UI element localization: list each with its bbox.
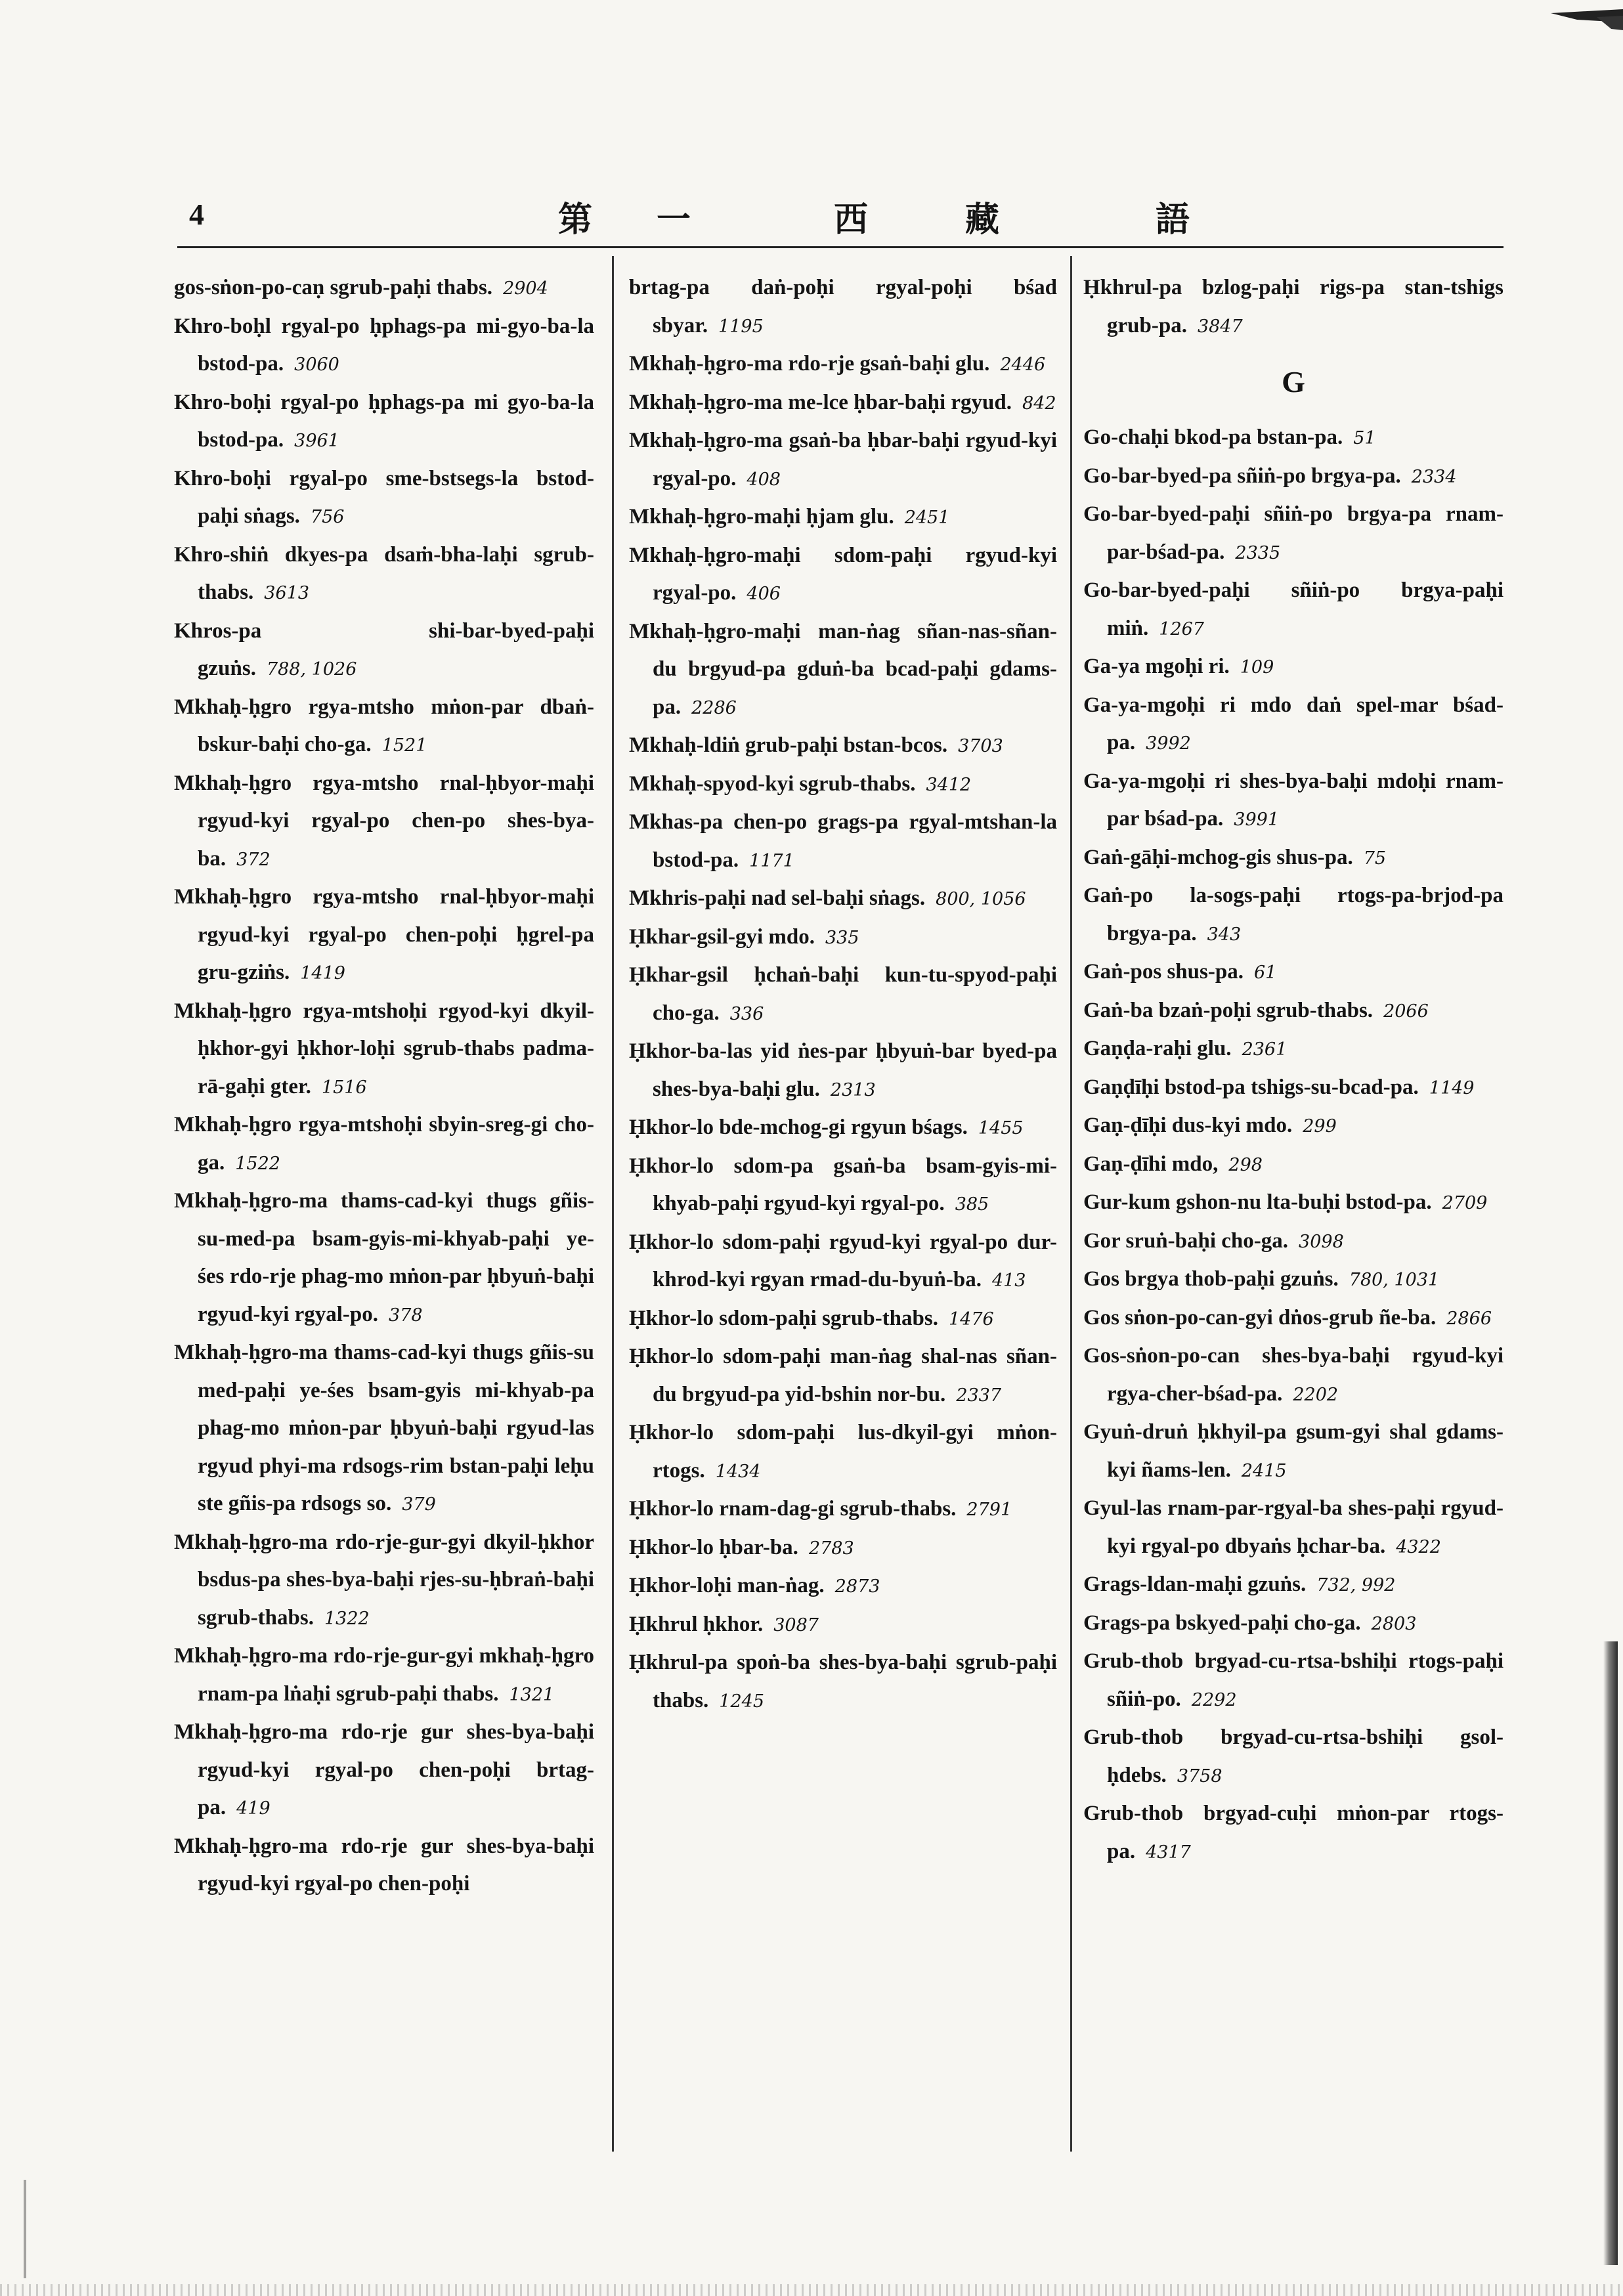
entry-title: Ga-ya-mgoḥi ri shes-bya-baḥi mdoḥi rnam-par bśad-pa. bbox=[1083, 769, 1504, 831]
entry-title: Khro-boḥi rgyal-po ḥphags-pa mi gyo-ba-la bstod-pa. bbox=[174, 390, 594, 452]
index-entry bbox=[629, 1338, 1057, 1414]
index-entry bbox=[629, 766, 1057, 804]
entry-number: 379 bbox=[402, 1494, 436, 1515]
entry-number: 800, 1056 bbox=[936, 889, 1026, 909]
title-char: 第 bbox=[558, 200, 593, 240]
index-entry bbox=[629, 1224, 1057, 1300]
entry-title: gos-sṅon-po-caṇ sgrub-paḥi thabs. bbox=[174, 276, 493, 299]
entry-number: 3412 bbox=[926, 774, 972, 795]
entry-number: 109 bbox=[1240, 657, 1274, 678]
entry-number: 3758 bbox=[1177, 1765, 1223, 1787]
index-entry bbox=[174, 993, 594, 1107]
entry-number: 61 bbox=[1253, 963, 1277, 983]
index-entry bbox=[629, 1148, 1057, 1224]
entry-title: Gaṅ-ba bzaṅ-poḥi sgrub-thabs. bbox=[1083, 998, 1374, 1022]
entry-title: Mkhaḥ-ḥgro-ma rdo-rje gur shes-bya-baḥi rgyud-kyi rgyal-po chen-poḥi brtag-pa. bbox=[174, 1720, 594, 1819]
index-entry bbox=[1083, 1069, 1504, 1108]
entry-number: 1521 bbox=[381, 735, 427, 756]
entry-title: Ga-ya mgoḥi ri. bbox=[1083, 655, 1230, 678]
index-entry bbox=[629, 613, 1057, 727]
index-entry bbox=[629, 1033, 1057, 1109]
entry-title: Ḥkhor-lo sdom-paḥi lus-dkyil-gyi mṅon-rtogs. bbox=[629, 1421, 1057, 1483]
entry-number: 4317 bbox=[1146, 1842, 1191, 1863]
index-entry bbox=[1083, 1643, 1504, 1719]
entry-number: 1195 bbox=[718, 316, 764, 337]
index-entry bbox=[1083, 648, 1504, 687]
entry-number: 3087 bbox=[773, 1614, 819, 1635]
entry-title: Gyul-las rnam-par-rgyal-ba shes-paḥi rgyud-kyi rgyal-po dbyaṅs ḥchar-ba. bbox=[1083, 1496, 1504, 1558]
entry-title: Gaṇ-ḍīḥi dus-kyi mdo. bbox=[1083, 1114, 1293, 1137]
entry-title: Grub-thob brgyad-cu-rtsa-bshiḥi rtogs-paḥi sñiṅ-po. bbox=[1083, 1649, 1504, 1711]
entry-number: 385 bbox=[955, 1194, 989, 1215]
index-entry bbox=[1083, 1299, 1504, 1338]
title-char: 藏 bbox=[965, 200, 1000, 240]
entry-title: Ḥkhrul-pa bzlog-paḥi rigs-pa stan-tshigs grub-pa. bbox=[1083, 276, 1504, 337]
index-entry bbox=[174, 460, 594, 536]
index-entry bbox=[174, 1637, 594, 1714]
entry-number: 1267 bbox=[1159, 618, 1204, 639]
entry-title: Gaṇḍīḥi bstod-pa tshigs-su-bcad-pa. bbox=[1083, 1075, 1419, 1099]
index-entry bbox=[629, 422, 1057, 498]
entry-number: 1245 bbox=[719, 1691, 765, 1712]
entry-title: Grub-thob brgyad-cu-rtsa-bshiḥi gsol-ḥdebs. bbox=[1083, 1725, 1504, 1787]
entry-number: 2709 bbox=[1442, 1193, 1488, 1213]
entry-title: Ḥkhar-gsil-gyi mdo. bbox=[629, 924, 815, 949]
entry-title: Mkhaḥ-ḥgro rgya-mtsho rnal-ḥbyor-maḥi rgyud-kyi rgyal-po chen-po shes-bya-ba. bbox=[174, 771, 594, 871]
entry-number: 1149 bbox=[1429, 1077, 1475, 1098]
entry-title: Mkhaḥ-ldiṅ grub-paḥi bstan-bcos. bbox=[629, 733, 948, 757]
column-divider bbox=[612, 256, 614, 2152]
entry-number: 788, 1026 bbox=[266, 659, 357, 680]
index-entry bbox=[1083, 953, 1504, 992]
entry-title: Ḥkhor-lo sdom-paḥi rgyud-kyi rgyal-po dur-khrod-kyi rgyan rmad-du-byuṅ-ba. bbox=[629, 1230, 1057, 1291]
index-entry bbox=[174, 1334, 594, 1524]
index-entry bbox=[1083, 1261, 1504, 1299]
index-entry bbox=[629, 1529, 1057, 1568]
entry-number: 2286 bbox=[691, 697, 737, 718]
index-entry bbox=[629, 727, 1057, 766]
index-entry bbox=[174, 613, 594, 689]
entry-title: Ḥkhar-gsil ḥchaṅ-baḥi kun-tu-spyod-paḥi cho-ga. bbox=[629, 963, 1057, 1025]
entry-title: Khro-shiṅ dkyes-pa dsaṁ-bha-laḥi sgrub-thabs. bbox=[174, 542, 594, 604]
entry-title: Gos-sṅon-po-can shes-bya-baḥi rgyud-kyi rgya-cher-bśad-pa. bbox=[1083, 1344, 1504, 1406]
entry-title: Gaṅ-pos shus-pa. bbox=[1083, 960, 1244, 984]
entry-title: Go-bar-byed-pa sñiṅ-po brgya-pa. bbox=[1083, 464, 1401, 488]
entry-number: 3991 bbox=[1234, 810, 1280, 830]
index-entry bbox=[1083, 496, 1504, 572]
entry-title: Grags-ldan-maḥi gzuṅs. bbox=[1083, 1572, 1307, 1596]
scan-edge-mark bbox=[24, 2180, 26, 2278]
entry-title: Gaṅ-po la-sogs-paḥi rtogs-pa-brjod-pa brgya-pa. bbox=[1083, 884, 1504, 945]
index-entry bbox=[174, 384, 594, 460]
index-entry bbox=[1083, 572, 1504, 648]
entry-title: Mkhaḥ-ḥgro rgya-mtsho rnal-ḥbyor-maḥi rgyud-kyi rgyal-po chen-poḥi ḥgrel-pa gru-gziṅs. bbox=[174, 885, 594, 984]
column-middle bbox=[629, 269, 1057, 1720]
entry-number: 2066 bbox=[1383, 1001, 1429, 1022]
entry-number: 298 bbox=[1228, 1154, 1263, 1175]
entry-number: 2361 bbox=[1242, 1039, 1288, 1060]
index-entry bbox=[1083, 839, 1504, 878]
entry-number: 299 bbox=[1303, 1116, 1337, 1137]
entry-number: 1171 bbox=[749, 850, 794, 871]
entry-title: Ḥkhrul-pa spoṅ-ba shes-bya-baḥi sgrub-paḥi thabs. bbox=[629, 1651, 1057, 1712]
entry-title: Mkhris-paḥi nad sel-baḥi sṅags. bbox=[629, 886, 926, 910]
entry-title: Mkhaḥ-ḥgro rgya-mtsho mṅon-par dbaṅ-bskur-baḥi cho-ga. bbox=[174, 695, 594, 756]
entry-number: 336 bbox=[729, 1003, 764, 1024]
entry-number: 2335 bbox=[1235, 542, 1281, 563]
entry-title: Grags-pa bskyed-paḥi cho-ga. bbox=[1083, 1611, 1361, 1635]
index-entry bbox=[1083, 1414, 1504, 1490]
index-entry bbox=[629, 1644, 1057, 1720]
entry-number: 413 bbox=[991, 1270, 1026, 1291]
entry-title: Khro-boḥi rgyal-po sme-bstsegs-la bstod-paḥi sṅags. bbox=[174, 466, 594, 528]
entry-number: 780, 1031 bbox=[1349, 1270, 1440, 1290]
entry-title: Ḥkhor-lo bde-mchog-gi rgyun bśags. bbox=[629, 1116, 968, 1139]
entry-number: 3961 bbox=[294, 431, 339, 451]
entry-number: 343 bbox=[1207, 924, 1242, 945]
entry-title: Ḥkhor-lo ḥbar-ba. bbox=[629, 1535, 798, 1559]
index-entry bbox=[1083, 269, 1504, 345]
page-header bbox=[177, 177, 1504, 256]
index-entry bbox=[1083, 763, 1504, 839]
entry-title: Mkhas-pa chen-po grags-pa rgyal-mtshan-la bstod-pa. bbox=[629, 810, 1057, 872]
index-entry bbox=[1083, 877, 1504, 953]
entry-title: Mkhaḥ-ḥgro-maḥi ḥjam glu. bbox=[629, 505, 894, 529]
scan-edge-shadow bbox=[1603, 1641, 1618, 2265]
entry-title: Ḥkhor-lo rnam-dag-gi sgrub-thabs. bbox=[629, 1497, 957, 1521]
index-entry bbox=[1083, 1223, 1504, 1261]
entry-title: Gos brgya thob-paḥi gzuṅs. bbox=[1083, 1267, 1339, 1291]
entry-number: 2337 bbox=[956, 1385, 1002, 1406]
entry-number: 408 bbox=[747, 469, 781, 490]
entry-title: Ḥkhrul ḥkhor. bbox=[629, 1612, 764, 1636]
entry-title: Gor sruṅ-baḥi cho-ga. bbox=[1083, 1228, 1289, 1253]
entry-title: Mkhaḥ-ḥgro-ma thams-cad-kyi thugs gñis-su med-paḥi ye-śes bsam-gyis mi-khyab-pa phag-mo mṅon-par ḥbyuṅ-baḥi rgyud-las rgyud phyi-ma rdsogs-rim bstan-paḥi leḥu ste gñis-pa rdsogs so. bbox=[174, 1341, 594, 1515]
entry-number: 75 bbox=[1363, 848, 1387, 869]
entry-number: 419 bbox=[236, 1798, 270, 1819]
index-entry bbox=[1083, 458, 1504, 496]
entry-title: Ḥkhor-ba-las yid ṅes-par ḥbyuṅ-bar byed-pa shes-bya-baḥi glu. bbox=[629, 1039, 1057, 1101]
entry-number: 1322 bbox=[324, 1608, 370, 1629]
index-entry bbox=[174, 536, 594, 613]
entry-number: 4322 bbox=[1396, 1536, 1441, 1557]
index-entry bbox=[629, 1567, 1057, 1606]
entry-number: 51 bbox=[1353, 428, 1376, 448]
index-entry bbox=[174, 308, 594, 384]
entry-title: Khros-pa shi-bar-byed-paḥi gzuṅs. bbox=[174, 618, 594, 680]
entry-number: 1434 bbox=[715, 1461, 761, 1482]
entry-number: 2803 bbox=[1371, 1613, 1417, 1634]
index-entry bbox=[1083, 1337, 1504, 1414]
index-entry bbox=[174, 765, 594, 879]
entry-title: Mkhaḥ-ḥgro-maḥi man-ṅag sñan-nas-sñan-du brgyud-pa gduṅ-ba bcad-paḥi gdams-pa. bbox=[629, 619, 1057, 719]
entry-title: Go-bar-byed-paḥi sñiṅ-po brgya-pa rnam-par-bśad-pa. bbox=[1083, 502, 1504, 564]
entry-number: 372 bbox=[236, 849, 270, 870]
index-entry bbox=[629, 537, 1057, 613]
index-entry bbox=[174, 1524, 594, 1638]
title-char: 語 bbox=[1156, 200, 1190, 240]
entry-number: 2783 bbox=[808, 1538, 854, 1559]
entry-number: 1455 bbox=[978, 1118, 1024, 1138]
entry-number: 406 bbox=[747, 584, 781, 604]
entry-number: 2791 bbox=[966, 1500, 1012, 1520]
entry-number: 1476 bbox=[948, 1309, 994, 1330]
entry-title: Mkhaḥ-ḥgro-ma rdo-rje gsaṅ-baḥi glu. bbox=[629, 352, 990, 376]
column-left bbox=[174, 269, 594, 1904]
entry-number: 3847 bbox=[1197, 316, 1243, 337]
entry-title: Ḥkhor-lo sdom-paḥi man-ṅag shal-nas sñan-du brgyud-pa yid-bshin nor-bu. bbox=[629, 1345, 1057, 1406]
index-entry bbox=[629, 1606, 1057, 1645]
entry-title: Go-chaḥi bkod-pa bstan-pa. bbox=[1083, 425, 1343, 449]
entry-title: Mkhaḥ-ḥgro-ma me-lce ḥbar-baḥi rgyud. bbox=[629, 390, 1012, 414]
index-entry bbox=[1083, 992, 1504, 1031]
entry-title: Gur-kum gshon-nu lta-buḥi bstod-pa. bbox=[1083, 1190, 1432, 1214]
corner-mark bbox=[1551, 0, 1623, 30]
entry-number: 1516 bbox=[321, 1077, 367, 1098]
entry-number: 2904 bbox=[503, 278, 548, 299]
entry-title: Mkhaḥ-spyod-kyi sgrub-thabs. bbox=[629, 771, 916, 796]
index-entry bbox=[629, 1109, 1057, 1148]
index-entry bbox=[174, 1714, 594, 1828]
index-entry bbox=[629, 880, 1057, 919]
entry-number: 3098 bbox=[1299, 1231, 1344, 1252]
entry-number: 2873 bbox=[834, 1576, 880, 1597]
index-entry bbox=[1083, 1719, 1504, 1795]
entry-title: Ḥkhor-lo sdom-paḥi sgrub-thabs. bbox=[629, 1306, 938, 1330]
index-entry bbox=[174, 878, 594, 993]
entry-number: 2292 bbox=[1191, 1689, 1237, 1710]
entry-number: 842 bbox=[1022, 393, 1056, 414]
index-entry bbox=[1083, 1605, 1504, 1643]
index-entry bbox=[1083, 1795, 1504, 1871]
index-entry bbox=[1083, 1566, 1504, 1605]
entry-title: Ḥkhor-lo sdom-pa gsaṅ-ba bsam-gyis-mi-khyab-paḥi rgyud-kyi rgyal-po. bbox=[629, 1154, 1057, 1215]
index-entry bbox=[629, 1490, 1057, 1529]
header-rule bbox=[177, 246, 1504, 248]
index-entry bbox=[629, 269, 1057, 345]
index-entry bbox=[174, 1828, 594, 1904]
entry-title: Mkhaḥ-ḥgro-ma thams-cad-kyi thugs gñis-su-med-pa bsam-gyis-mi-khyab-paḥi ye-śes rdo-rje phag-mo mṅon-par ḥbyuṅ-baḥi rgyud-kyi rgyal-po. bbox=[174, 1189, 594, 1326]
index-entry bbox=[1083, 687, 1504, 763]
index-entry bbox=[629, 498, 1057, 537]
entry-number: 378 bbox=[389, 1305, 423, 1326]
entry-number: 3613 bbox=[264, 583, 310, 603]
entry-number: 2415 bbox=[1241, 1460, 1287, 1481]
scan-bottom-noise bbox=[0, 2284, 1623, 2296]
index-entry bbox=[1083, 419, 1504, 458]
entry-number: 1419 bbox=[300, 963, 345, 984]
index-entry bbox=[1083, 1184, 1504, 1223]
index-entry bbox=[1083, 1490, 1504, 1566]
entry-number: 2202 bbox=[1293, 1384, 1339, 1405]
entry-title: Gaṅ-gāḥi-mchog-gis shus-pa. bbox=[1083, 845, 1353, 869]
index-entry bbox=[174, 269, 594, 308]
column-divider bbox=[1070, 256, 1072, 2152]
index-entry bbox=[1083, 1030, 1504, 1069]
index-entry bbox=[629, 804, 1057, 880]
entry-number: 2313 bbox=[830, 1079, 876, 1100]
entry-title: Khro-boḥl rgyal-po ḥphags-pa mi-gyo-ba-la bstod-pa. bbox=[174, 314, 594, 376]
entry-title: Gyuṅ-druṅ ḥkhyil-pa gsum-gyi shal gdams-kyi ñams-len. bbox=[1083, 1420, 1504, 1482]
index-entry bbox=[629, 384, 1057, 423]
entry-title: Go-bar-byed-paḥi sñiṅ-po brgya-paḥi miṅ. bbox=[1083, 578, 1504, 640]
entry-number: 1522 bbox=[235, 1153, 280, 1174]
index-entry bbox=[174, 689, 594, 765]
running-title bbox=[558, 192, 1313, 238]
entry-title: Mkhaḥ-ḥgro-ma gsaṅ-ba ḥbar-baḥi rgyud-kyi rgyal-po. bbox=[629, 429, 1057, 490]
index-entry bbox=[1083, 1146, 1504, 1184]
title-char: 西 bbox=[834, 200, 869, 240]
entry-title: Gos sṅon-po-can-gyi dṅos-grub ñe-ba. bbox=[1083, 1305, 1437, 1330]
index-entry bbox=[1083, 1107, 1504, 1146]
entry-title: Gaṇḍa-raḥi glu. bbox=[1083, 1037, 1232, 1060]
index-entry bbox=[629, 1300, 1057, 1339]
entry-title: Grub-thob brgyad-cuḥi mṅon-par rtogs-pa. bbox=[1083, 1802, 1504, 1863]
entry-title: Ga-ya-mgoḥi ri mdo daṅ spel-mar bśad-pa. bbox=[1083, 693, 1504, 754]
entry-number: 2866 bbox=[1446, 1308, 1492, 1329]
index-entry bbox=[629, 919, 1057, 957]
index-entry bbox=[629, 957, 1057, 1033]
section-letter: G bbox=[1282, 365, 1305, 399]
entry-number: 1321 bbox=[509, 1684, 555, 1705]
entry-title: Mkhaḥ-ḥgro-ma rdo-rje gur shes-bya-baḥi rgyud-kyi rgyal-po chen-poḥi bbox=[174, 1834, 594, 1895]
entry-title: Mkhaḥ-ḥgro-ma rdo-rje-gur-gyi mkhaḥ-ḥgro rnam-pa lṅaḥi sgrub-paḥi thabs. bbox=[174, 1644, 594, 1706]
entry-number: 732, 992 bbox=[1316, 1575, 1396, 1595]
entry-number: 756 bbox=[310, 507, 345, 527]
index-entry bbox=[174, 1182, 594, 1334]
entry-title: Gaṇ-ḍīhi mdo, bbox=[1083, 1152, 1219, 1176]
index-entry bbox=[174, 1106, 594, 1182]
entry-number: 3060 bbox=[294, 355, 339, 375]
entry-number: 3992 bbox=[1146, 733, 1191, 754]
index-entry bbox=[629, 1414, 1057, 1490]
column-right bbox=[1083, 269, 1504, 1871]
entry-title: Mkhaḥ-ḥgro-ma rdo-rje-gur-gyi dkyil-ḥkhor bsdus-pa shes-bya-baḥi rjes-su-ḥbraṅ-baḥi sgrub-thabs. bbox=[174, 1530, 594, 1630]
entry-number: 2451 bbox=[904, 508, 950, 528]
entry-title: Mkhaḥ-ḥgro rgya-mtshoḥi sbyin-sreg-gi cho-ga. bbox=[174, 1113, 594, 1175]
entry-title: Mkhaḥ-ḥgro rgya-mtshoḥi rgyod-kyi dkyil-ḥkhor-gyi ḥkhor-loḥi sgrub-thabs padma-rā-gaḥi gter. bbox=[174, 999, 594, 1098]
entry-title: Mkhaḥ-ḥgro-maḥi sdom-paḥi rgyud-kyi rgyal-po. bbox=[629, 543, 1057, 605]
entry-number: 335 bbox=[825, 927, 859, 948]
index-entry bbox=[629, 345, 1057, 384]
title-char: 一 bbox=[657, 200, 691, 240]
page-number: 4 bbox=[189, 198, 204, 231]
entry-number: 2334 bbox=[1411, 466, 1457, 487]
entry-number: 2446 bbox=[1000, 355, 1046, 375]
entry-title: Ḥkhor-loḥi man-ṅag. bbox=[629, 1574, 825, 1597]
entry-number: 3703 bbox=[958, 736, 1003, 756]
entry-title: brtag-pa daṅ-poḥi rgyal-poḥi bśad sbyar. bbox=[629, 276, 1057, 337]
